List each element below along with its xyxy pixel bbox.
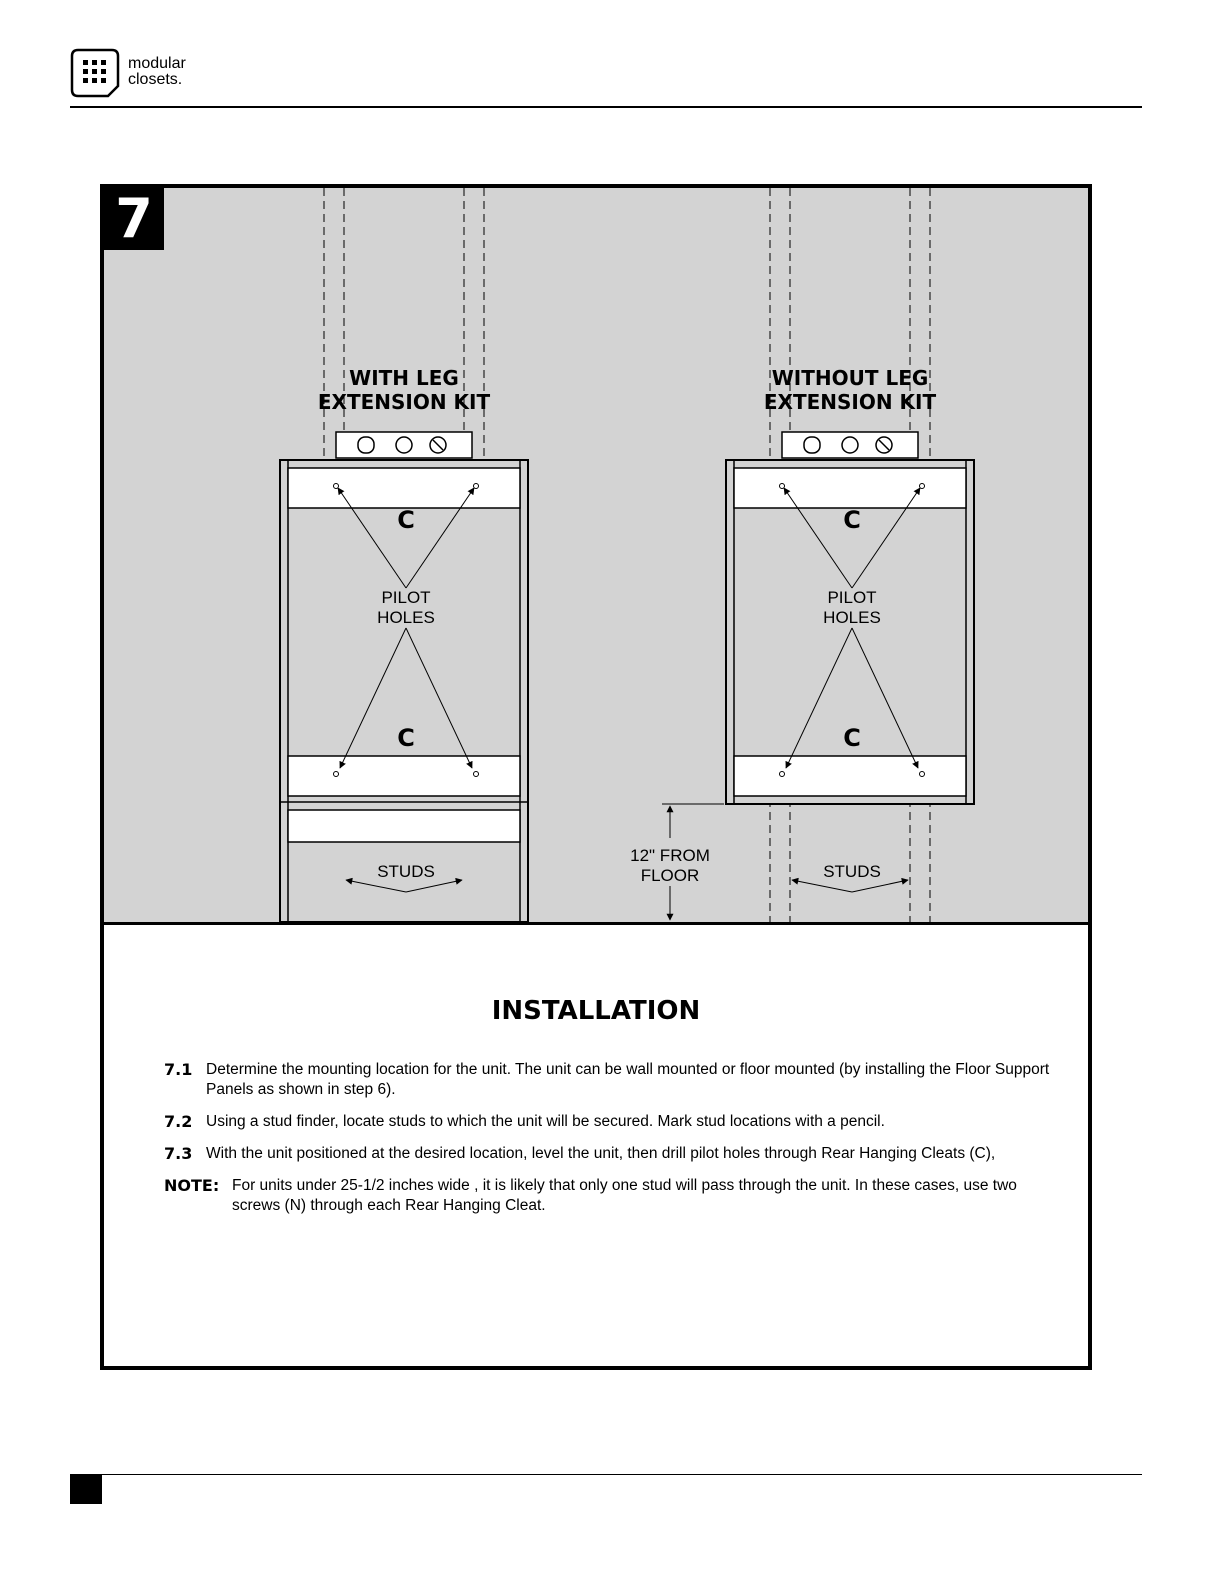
- without-leg-title-line-1: WITHOUT LEG: [771, 366, 929, 390]
- instruction-number: 7.3: [164, 1144, 193, 1163]
- brand-line-1: modular: [128, 55, 186, 72]
- with-leg-title-line-2: EXTENSION KIT: [317, 390, 491, 414]
- pilot-line-2: HOLES: [823, 608, 881, 627]
- modular-closets-logo-icon: [70, 48, 120, 98]
- cleat-label-left-top: C: [397, 506, 415, 534]
- pilot-holes-label-left: [356, 588, 456, 628]
- cleat-label-left-bottom: C: [397, 724, 415, 752]
- note-label: NOTE:: [164, 1176, 220, 1195]
- pilot-line-1: PILOT: [827, 588, 877, 607]
- installation-diagram: [104, 188, 1088, 925]
- cleat-label-right-top: C: [843, 506, 861, 534]
- brand-name: [128, 56, 186, 88]
- right-unit: [726, 432, 974, 892]
- diagram-drawing: [104, 188, 1088, 922]
- installation-heading: INSTALLATION: [491, 996, 701, 1026]
- instruction-item: [164, 1112, 1064, 1132]
- footer-divider: [70, 1474, 1142, 1475]
- cleat-label-right-bottom: C: [843, 724, 861, 752]
- pilot-line-1: PILOT: [381, 588, 431, 607]
- instruction-list: [164, 1060, 1064, 1228]
- brand-line-2: closets.: [128, 71, 183, 88]
- without-leg-kit-title: [750, 366, 950, 414]
- level-tool-icon: [336, 432, 472, 458]
- instruction-text: Using a stud finder, locate studs to which the unit will be secured. Mark stud locations with a pencil.: [206, 1113, 885, 1130]
- page-header: [70, 48, 1142, 108]
- pilot-line-2: HOLES: [377, 608, 435, 627]
- pilot-holes-label-right: [802, 588, 902, 628]
- instruction-text: With the unit positioned at the desired location, level the unit, then drill pilot holes through Rear Hanging Cleats (C),: [206, 1145, 996, 1162]
- instruction-item: [164, 1144, 1064, 1164]
- studs-label-left: STUDS: [377, 862, 435, 881]
- footer-page-marker: [70, 1474, 102, 1504]
- with-leg-title-line-1: WITH LEG: [349, 366, 459, 390]
- with-leg-kit-title: [304, 366, 504, 414]
- floor-distance-label: [614, 846, 726, 886]
- without-leg-title-line-2: EXTENSION KIT: [763, 390, 937, 414]
- step-number-badge: 7: [104, 188, 164, 250]
- instruction-number: 7.1: [164, 1060, 193, 1079]
- header-divider: [70, 106, 1142, 108]
- note-item: [164, 1176, 1064, 1216]
- level-tool-icon: [782, 432, 918, 458]
- studs-label-right: STUDS: [823, 862, 881, 881]
- instruction-number: 7.2: [164, 1112, 193, 1131]
- floor-line-2: FLOOR: [640, 866, 700, 885]
- note-text: For units under 25-1/2 inches wide , it is likely that only one stud will pass through the unit. In these cases, use two screws (N) through each Rear Hanging Cleat.: [232, 1177, 1017, 1214]
- instruction-item: [164, 1060, 1064, 1100]
- instruction-text: Determine the mounting location for the unit. The unit can be wall mounted or floor mounted (by installing the Floor Support Panels as shown in step 6).: [206, 1061, 1050, 1098]
- step-panel: [100, 184, 1092, 1370]
- floor-line-1: 12" FROM: [630, 846, 710, 865]
